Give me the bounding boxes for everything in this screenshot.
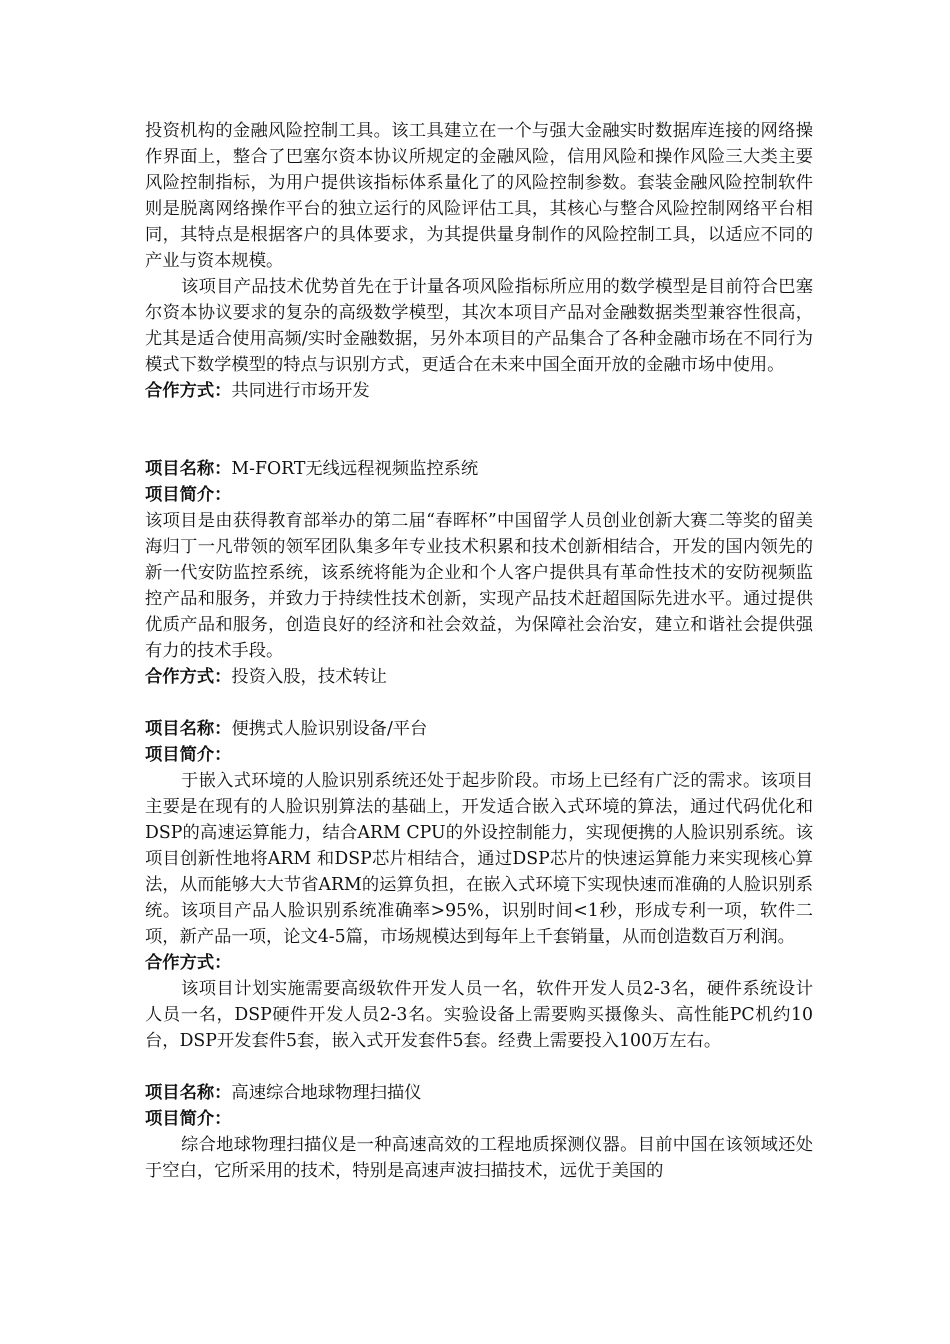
project-intro-text: 于嵌入式环境的人脸识别系统还处于起步阶段。市场上已经有广泛的需求。该项目主要是在现有的人脸识别算法的基础上，开发适合嵌入式环境的算法，通过代码优化和DSP的高速运算能力，结合ARM CPU的外设控制能力，实现便携的人脸识别系统。该项目创新性地将ARM 和DSP芯片相结合，通过DSP芯片的快速运算能力来实现核心算法，从而能够大大节省ARM的运算负担，在嵌入式环境下实现快速而准确的人脸识别系统。该项目产品人脸识别系统准确率>95%，识别时间<1秒，形成专利一项，软件二项，新产品一项，论文4-5篇，市场规模达到每年上千套销量，从而创造数百万利润。 (145, 771, 813, 947)
project-name-label: 项目名称： (145, 1083, 232, 1103)
section-spacer (145, 690, 813, 716)
project-name-label: 项目名称： (145, 459, 232, 479)
project-name-row (145, 716, 813, 742)
project-intro-label: 项目简介： (145, 485, 232, 505)
cooperation-label: 合作方式： (145, 667, 232, 687)
project-name-row (145, 456, 813, 482)
project-name-row (145, 1080, 813, 1106)
project-name-value: 高速综合地球物理扫描仪 (231, 1083, 422, 1103)
cooperation-value: 投资入股，技术转让 (231, 667, 387, 687)
cooperation-value: 共同进行市场开发 (231, 381, 370, 401)
project-name-value: 便携式人脸识别设备/平台 (231, 719, 428, 739)
project-name-value: M-FORT无线远程视频监控系统 (231, 459, 479, 479)
section-spacer (145, 1054, 813, 1080)
section-spacer (145, 404, 813, 456)
intro-paragraph-1: 投资机构的金融风险控制工具。该工具建立在一个与强大金融实时数据库连接的网络操作界面上，整合了巴塞尔资本协议所规定的金融风险，信用风险和操作风险三大类主要风险控制指标，为用户提供该指标体系量化了的风险控制参数。套装金融风险控制软件则是脱离网络操作平台的独立运行的风险评估工具，其核心与整合风险控制网络平台相同，其特点是根据客户的具体要求，为其提供量身制作的风险控制工具，以适应不同的产业与资本规模。 (145, 121, 813, 271)
project-intro-label: 项目简介： (145, 1109, 232, 1129)
project-cooperation-text: 该项目计划实施需要高级软件开发人员一名，软件开发人员2-3名，硬件系统设计人员一名，DSP硬件开发人员2-3名。实验设备上需要购买摄像头、高性能PC机约10台，DSP开发套件5套，嵌入式开发套件5套。经费上需要投入100万左右。 (145, 979, 813, 1051)
cooperation-label: 合作方式： (145, 953, 232, 973)
project-intro-text: 综合地球物理扫描仪是一种高速高效的工程地质探测仪器。目前中国在该领域还处于空白，它所采用的技术，特别是高速声波扫描技术，远优于美国的 (145, 1135, 813, 1181)
project-intro-label: 项目简介： (145, 745, 232, 765)
intro-paragraph-2: 该项目产品技术优势首先在于计量各项风险指标所应用的数学模型是目前符合巴塞尔资本协议要求的复杂的高级数学模型，其次本项目产品对金融数据类型兼容性很高，尤其是适合使用高频/实时金融数据，另外本项目的产品集合了各种金融市场在不同行为模式下数学模型的特点与识别方式，更适合在未来中国全面开放的金融市场中使用。 (145, 277, 813, 375)
project-section-2 (145, 456, 813, 690)
project-section-3 (145, 716, 813, 1054)
project-section-4 (145, 1080, 813, 1184)
project-intro-text: 该项目是由获得教育部举办的第二届“春晖杯”中国留学人员创业创新大赛二等奖的留美海归丁一凡带领的领军团队集多年专业技术积累和技术创新相结合，开发的国内领先的新一代安防监控系统，该系统将能为企业和个人客户提供具有革命性技术的安防视频监控产品和服务，并致力于持续性技术创新，实现产品技术赶超国际先进水平。通过提供优质产品和服务，创造良好的经济和社会效益，为保障社会治安，建立和谐社会提供强有力的技术手段。 (145, 511, 813, 661)
cooperation-label: 合作方式： (145, 381, 232, 401)
project-name-label: 项目名称： (145, 719, 232, 739)
intro-cooperation (145, 378, 813, 404)
document-page (145, 118, 813, 1184)
project-cooperation-row (145, 664, 813, 690)
